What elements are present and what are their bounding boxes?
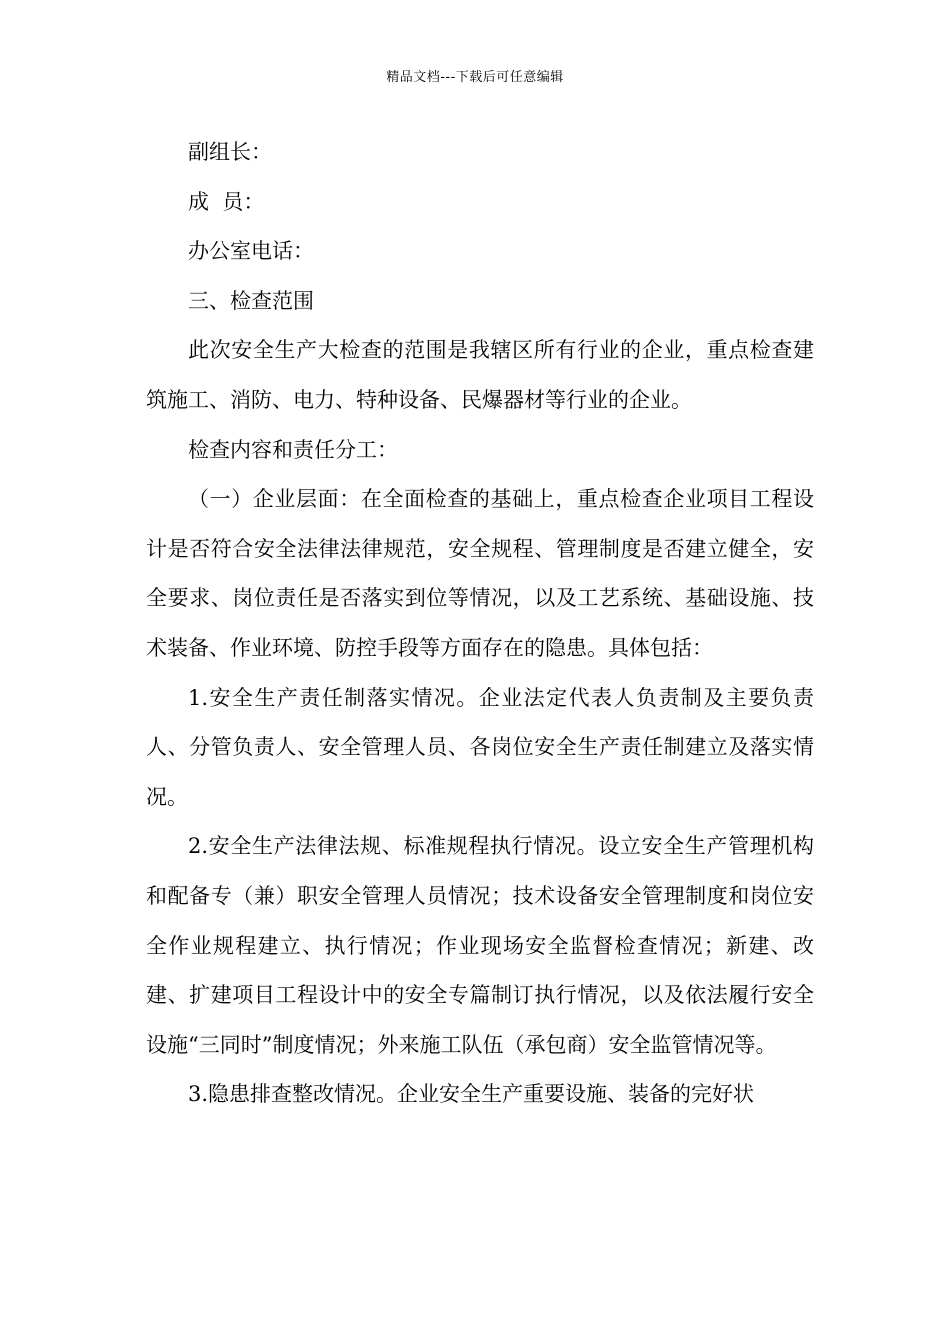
- page-header: 精品文档---下载后可任意编辑: [386, 70, 564, 85]
- paragraph-members: 成 员：: [188, 189, 265, 214]
- list-item-3: 3.隐患排查整改情况。企业安全生产重要设施、装备的完好状: [188, 1082, 755, 1107]
- paragraph-content-responsibility: 检查内容和责任分工：: [188, 437, 398, 462]
- paragraph-deputy-leader: 副组长：: [188, 140, 272, 164]
- paragraph-scope: 此次安全生产大检查的范围是我辖区所有行业的企业，重点检查建筑施工、消防、电力、特种设备、民爆器材等行业的企业。: [146, 338, 814, 412]
- section-heading-scope: 三、检查范围: [188, 288, 314, 313]
- list-item-1: 1.安全生产责任制落实情况。企业法定代表人负责制及主要负责人、分管负责人、安全管理人员、各岗位安全生产责任制建立及落实情况。: [146, 685, 814, 809]
- paragraph-enterprise-level: （一）企业层面：在全面检查的基础上，重点检查企业项目工程设计是否符合安全法律法律规范，安全规程、管理制度是否建立健全，安全要求、岗位责任是否落实到位等情况，以及工艺系统、基础设施、技术装备、作业环境、防控手段等方面存在的隐患。具体包括：: [146, 487, 814, 660]
- document-body: [146, 128, 814, 1120]
- paragraph-office-phone: 办公室电话：: [188, 239, 314, 264]
- list-item-2: 2.安全生产法律法规、标准规程执行情况。设立安全生产管理机构和配备专（兼）职安全管理人员情况；技术设备安全管理制度和岗位安全作业规程建立、执行情况；作业现场安全监督检查情况；新建、改建、扩建项目工程设计中的安全专篇制订执行情况，以及依法履行安全设施“三同时”制度情况；外来施工队伍（承包商）安全监管情况等。: [146, 834, 814, 1057]
